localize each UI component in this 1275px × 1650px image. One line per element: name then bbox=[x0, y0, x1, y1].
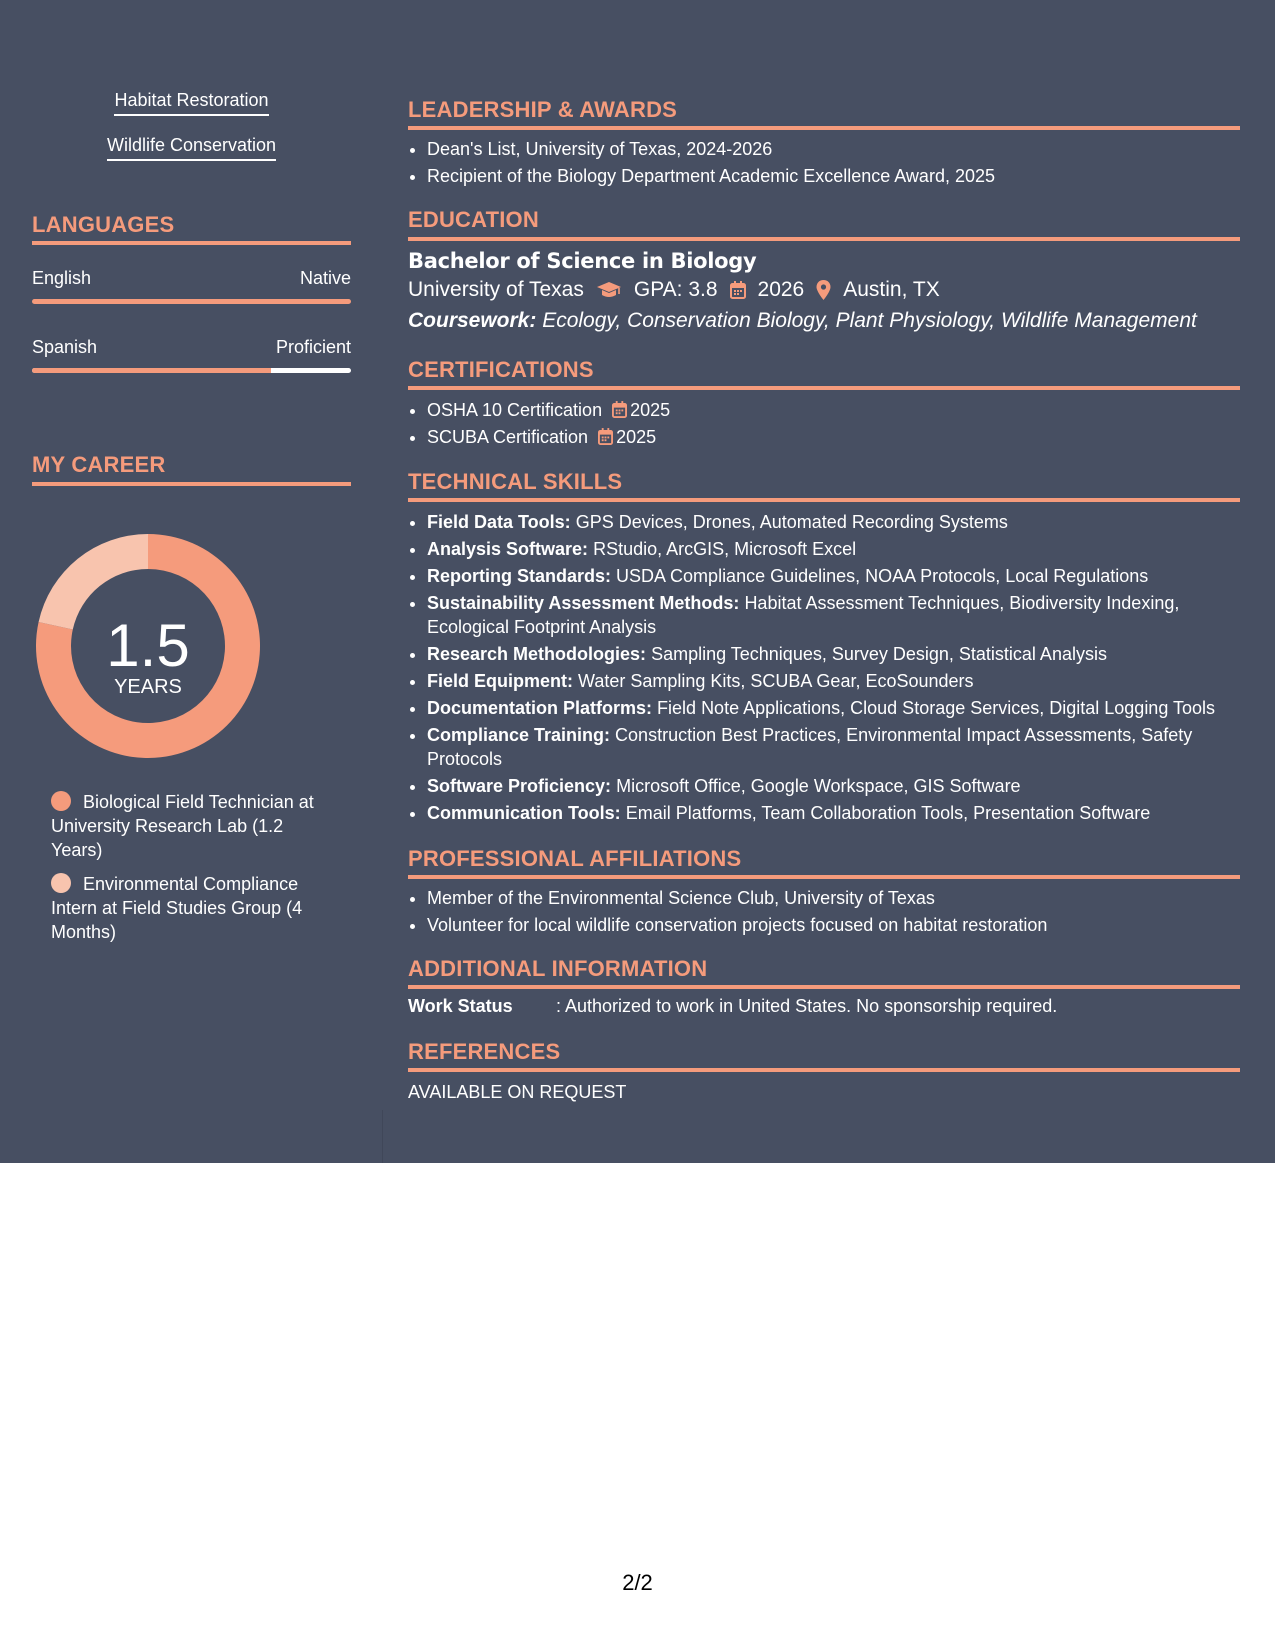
education-heading: EDUCATION bbox=[408, 207, 539, 232]
references-heading: REFERENCES bbox=[408, 1039, 561, 1064]
language-proficiency-fill bbox=[32, 368, 271, 373]
career-total-unit: YEARS bbox=[114, 676, 182, 698]
certifications-heading: CERTIFICATIONS bbox=[408, 357, 594, 382]
list-item: • Field Equipment: Water Sampling Kits, SCUBA Gear, EcoSounders bbox=[427, 669, 1259, 693]
career-rule bbox=[32, 482, 351, 486]
map-pin-icon bbox=[816, 280, 831, 300]
education-location: Austin, TX bbox=[843, 278, 940, 301]
list-item: • Software Proficiency: Microsoft Office, Google Workspace, GIS Software bbox=[427, 774, 1259, 798]
certifications-rule bbox=[408, 386, 1240, 390]
work-status bbox=[408, 996, 1057, 1017]
list-item: • Reporting Standards: USDA Compliance Guidelines, NOAA Protocols, Local Regulations bbox=[427, 564, 1259, 588]
work-status-value: : Authorized to work in United States. No sponsorship required. bbox=[556, 996, 1058, 1016]
career-legend bbox=[51, 790, 321, 954]
coursework bbox=[408, 309, 1197, 333]
technical-skills-rule bbox=[408, 498, 1240, 502]
language-name: English bbox=[32, 268, 92, 288]
language-level: Proficient bbox=[275, 337, 351, 357]
language-proficiency-bar bbox=[32, 368, 351, 373]
affiliations-heading: PROFESSIONAL AFFILIATIONS bbox=[408, 846, 742, 871]
leadership-list bbox=[408, 136, 1259, 190]
education-rule bbox=[408, 237, 1240, 241]
interest-item: Habitat Restoration bbox=[32, 88, 351, 116]
calendar-icon bbox=[598, 428, 613, 445]
gpa: GPA: 3.8 bbox=[633, 278, 718, 301]
list-item: • SCUBA Certification 2025 bbox=[427, 424, 1259, 451]
language-level: Native bbox=[299, 268, 351, 288]
career-legend-item: Biological Field Technician at University Research Lab (1.2 Years) bbox=[51, 792, 314, 860]
leadership-heading: LEADERSHIP & AWARDS bbox=[408, 97, 678, 122]
legend-dot-icon bbox=[51, 873, 71, 893]
technical-skills-list bbox=[408, 510, 1259, 828]
additional-info-heading: ADDITIONAL INFORMATION bbox=[408, 956, 708, 981]
list-item: • OSHA 10 Certification 2025 bbox=[427, 397, 1259, 424]
calendar-icon bbox=[612, 401, 627, 418]
languages-heading: LANGUAGES bbox=[32, 212, 175, 237]
coursework-value: Ecology, Conservation Biology, Plant Physiology, Wildlife Management bbox=[542, 309, 1197, 332]
career-donut-chart bbox=[32, 530, 264, 762]
career-heading: MY CAREER bbox=[32, 452, 166, 477]
calendar-icon bbox=[730, 281, 746, 299]
career-total-value: 1.5 bbox=[106, 612, 190, 679]
list-item: • Member of the Environmental Science Club, University of Texas bbox=[427, 885, 1259, 912]
page-number: 2/2 bbox=[622, 1570, 653, 1595]
legend-dot-icon bbox=[51, 791, 71, 811]
interest-item: Wildlife Conservation bbox=[32, 133, 351, 161]
technical-skills-heading: TECHNICAL SKILLS bbox=[408, 469, 623, 494]
list-item: • Analysis Software: RStudio, ArcGIS, Microsoft Excel bbox=[427, 537, 1259, 561]
affiliations-rule bbox=[408, 875, 1240, 879]
references-rule bbox=[408, 1068, 1240, 1072]
list-item: • Documentation Platforms: Field Note Applications, Cloud Storage Services, Digital Logging Tools bbox=[427, 696, 1259, 720]
certifications-list bbox=[408, 397, 1259, 451]
languages-rule bbox=[32, 241, 351, 245]
list-item: • Dean's List, University of Texas, 2024-2026 bbox=[427, 136, 1259, 163]
language-proficiency-fill bbox=[32, 299, 351, 304]
list-item: • Research Methodologies: Sampling Techniques, Survey Design, Statistical Analysis bbox=[427, 642, 1259, 666]
career-legend-item: Environmental Compliance Intern at Field Studies Group (4 Months) bbox=[51, 874, 303, 942]
language-name: Spanish bbox=[32, 337, 98, 357]
leadership-rule bbox=[408, 126, 1240, 130]
list-item: • Field Data Tools: GPS Devices, Drones, Automated Recording Systems bbox=[427, 510, 1259, 534]
language-proficiency-bar bbox=[32, 299, 351, 304]
education-meta bbox=[408, 278, 940, 302]
language-row bbox=[32, 337, 351, 358]
list-item: • Sustainability Assessment Methods: Habitat Assessment Techniques, Biodiversity Indexing, Ecological Footprint Analysis bbox=[427, 591, 1259, 639]
graduation-year: 2026 bbox=[757, 278, 805, 301]
column-divider bbox=[382, 1110, 383, 1163]
language-row bbox=[32, 268, 351, 289]
list-item: • Communication Tools: Email Platforms, Team Collaboration Tools, Presentation Software bbox=[427, 801, 1259, 825]
degree-title: Bachelor of Science in Biology bbox=[408, 249, 757, 273]
school-name: University of Texas bbox=[408, 278, 584, 301]
coursework-label: Coursework: bbox=[408, 309, 537, 332]
affiliations-list bbox=[408, 885, 1259, 939]
list-item: • Volunteer for local wildlife conservation projects focused on habitat restoration bbox=[427, 912, 1259, 939]
additional-info-rule bbox=[408, 985, 1240, 989]
references-text: AVAILABLE ON REQUEST bbox=[408, 1082, 627, 1102]
list-item: • Recipient of the Biology Department Academic Excellence Award, 2025 bbox=[427, 163, 1259, 190]
list-item: • Compliance Training: Construction Best Practices, Environmental Impact Assessments, Safety Protocols bbox=[427, 723, 1259, 771]
work-status-label: Work Status bbox=[408, 996, 513, 1016]
graduation-cap-icon bbox=[596, 281, 622, 299]
